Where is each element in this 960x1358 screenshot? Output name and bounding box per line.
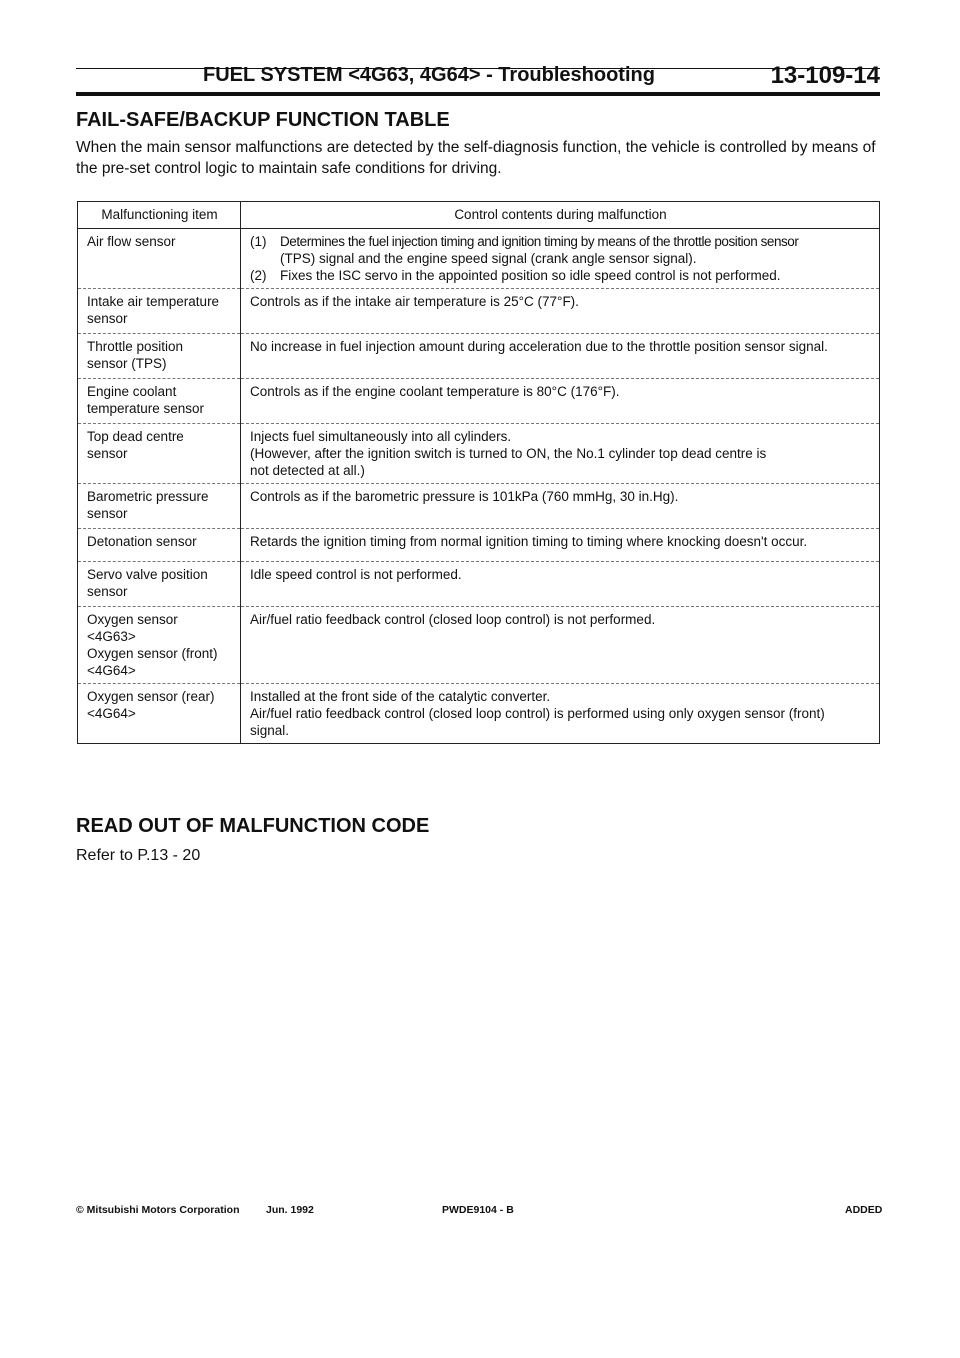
item-line: sensor [87,506,128,521]
control-contents-cell [241,424,880,484]
item-number: (2) [250,268,267,283]
item-line: Engine coolant [87,384,177,399]
readout-reference: Refer to P.13 - 20 [76,847,201,864]
item-line: <4G64> [87,706,136,721]
contents-line: Controls as if the barometric pressure is 101kPa (760 mmHg, 30 in.Hg). [250,489,679,504]
control-contents-cell [241,684,880,744]
table-row [78,684,880,744]
header-section-title: FUEL SYSTEM <4G63, 4G64> - Troubleshooting [203,64,655,86]
contents-line: Fixes the ISC servo in the appointed position so idle speed control is not performed. [280,268,781,283]
item-line: Intake air temperature [87,294,220,309]
contents-line: Retards the ignition timing from normal ignition timing to timing where knocking doesn't occur. [250,534,808,549]
malfunction-item-cell [78,424,241,484]
malfunction-item-cell [78,229,241,289]
table-row [78,379,880,424]
table-body [78,229,880,744]
control-contents-cell [241,289,880,334]
item-line: sensor [87,446,128,461]
item-line: Servo valve position [87,567,208,582]
table-header-row [78,202,880,229]
footer-date: Jun. 1992 [266,1204,314,1216]
malfunction-item-cell [78,484,241,529]
contents-line: No increase in fuel injection amount during acceleration due to the throttle position sensor signal. [250,339,828,354]
column-header-item: Malfunctioning item [78,202,241,229]
failsafe-intro: When the main sensor malfunctions are detected by the self-diagnosis function, the vehicle is controlled by means of the pre-set control logic to maintain safe conditions for driving. [76,139,876,177]
table-row [78,229,880,289]
item-line: sensor (TPS) [87,356,167,371]
footer-copyright: © Mitsubishi Motors Corporation [76,1204,240,1216]
malfunction-item-cell [78,562,241,607]
contents-line: Injects fuel simultaneously into all cylinders. [250,429,512,444]
contents-line: signal. [250,723,290,738]
control-contents-cell [241,562,880,607]
table-row [78,289,880,334]
contents-line: Determines the fuel injection timing and ignition timing by means of the throttle position sensor [280,234,799,249]
item-line: temperature sensor [87,401,205,416]
malfunction-item-cell [78,289,241,334]
numbered-item [250,267,871,284]
item-text [280,267,871,284]
item-line: Oxygen sensor [87,612,178,627]
item-line: Oxygen sensor (front) [87,646,218,661]
item-number: (1) [250,234,267,249]
numbered-item [250,233,871,267]
readout-title: READ OUT OF MALFUNCTION CODE [76,815,430,837]
malfunction-item-cell [78,529,241,562]
item-line: sensor [87,584,128,599]
control-contents-cell [241,607,880,684]
malfunction-item-cell [78,607,241,684]
footer-document-code: PWDE9104 - B [442,1204,514,1216]
item-line: sensor [87,311,128,326]
contents-line: (TPS) signal and the engine speed signal (crank angle sensor signal). [280,251,697,266]
item-line: Barometric pressure [87,489,209,504]
page-number: 13-109-14 [770,62,880,89]
item-line: Air flow sensor [87,234,176,249]
contents-line: Air/fuel ratio feedback control (closed loop control) is performed using only oxygen sensor (front) [250,706,825,721]
item-line: <4G64> [87,663,136,678]
table-row [78,424,880,484]
table-row [78,334,880,379]
control-contents-cell [241,484,880,529]
contents-line: Controls as if the intake air temperature is 25°C (77°F). [250,294,579,309]
item-line: Throttle position [87,339,184,354]
contents-line: Installed at the front side of the catalytic converter. [250,689,551,704]
contents-line: Idle speed control is not performed. [250,567,462,582]
contents-line: (However, after the ignition switch is turned to ON, the No.1 cylinder top dead centre is [250,446,767,461]
column-header-contents: Control contents during malfunction [241,202,880,229]
table-row [78,607,880,684]
control-contents-cell [241,529,880,562]
item-line: Top dead centre [87,429,184,444]
malfunction-item-cell [78,684,241,744]
footer-status: ADDED [845,1204,883,1216]
failsafe-title: FAIL-SAFE/BACKUP FUNCTION TABLE [76,109,450,131]
contents-line: Controls as if the engine coolant temperature is 80°C (176°F). [250,384,620,399]
control-contents-cell [241,334,880,379]
control-contents-cell [241,379,880,424]
table-row [78,484,880,529]
contents-line: Air/fuel ratio feedback control (closed loop control) is not performed. [250,612,656,627]
header-rule [76,92,880,96]
contents-line: not detected at all.) [250,463,365,478]
item-line: Detonation sensor [87,534,197,549]
malfunction-item-cell [78,379,241,424]
item-text [280,233,871,267]
table-row [78,562,880,607]
control-contents-cell [241,229,880,289]
failsafe-table [77,201,880,744]
item-line: <4G63> [87,629,136,644]
table-row [78,529,880,562]
item-line: Oxygen sensor (rear) [87,689,215,704]
malfunction-item-cell [78,334,241,379]
